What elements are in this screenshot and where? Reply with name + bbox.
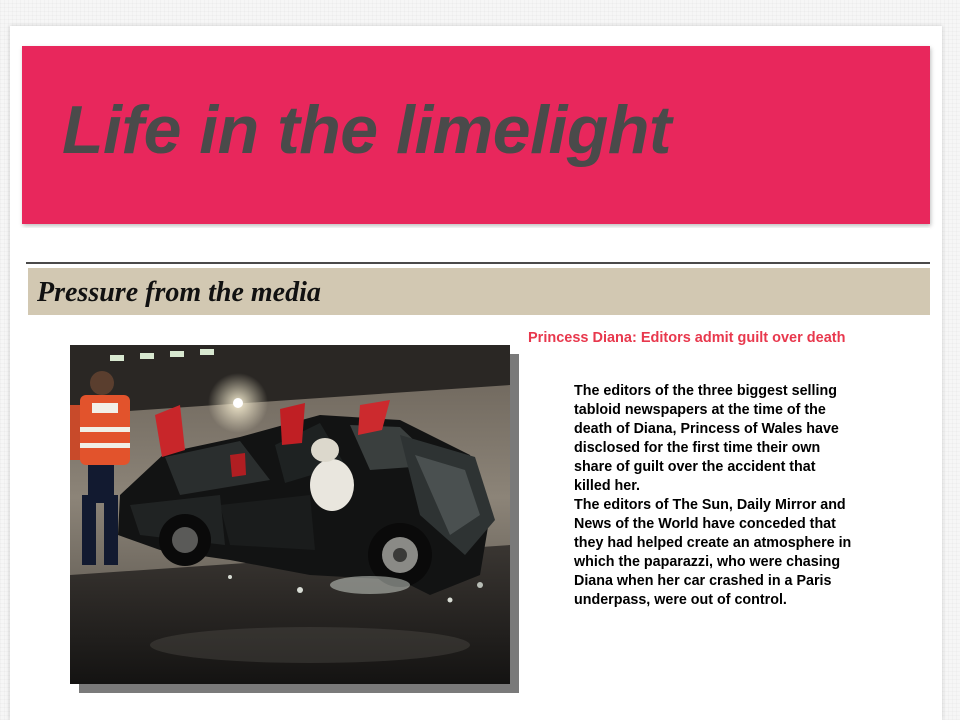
title-banner — [22, 46, 930, 224]
article-headline: Princess Diana: Editors admit guilt over death — [528, 330, 846, 346]
crash-photo-illustration — [70, 345, 510, 684]
section-title: Pressure from the media — [37, 277, 321, 308]
headline-box — [518, 318, 900, 368]
article-paragraph: The editors of the three biggest selling tabloid newspapers at the time of the death of Diana, Princess of Wales have disclosed for the first time their own share of guilt over the accident that killed her. — [574, 383, 839, 494]
divider-line — [26, 262, 930, 264]
article-box — [565, 376, 860, 634]
article-paragraph: The editors of The Sun, Daily Mirror and News of the World have conceded that they had helped create an atmosphere in which the paparazzi, who were chasing Diana when her car crashed in a Paris underpass, were out of control. — [574, 497, 852, 608]
subtitle-strip — [22, 228, 930, 260]
slide-title: Life in the limelight — [62, 92, 672, 168]
section-bar — [28, 268, 930, 315]
article-body — [565, 376, 860, 610]
crash-photo — [70, 345, 510, 684]
